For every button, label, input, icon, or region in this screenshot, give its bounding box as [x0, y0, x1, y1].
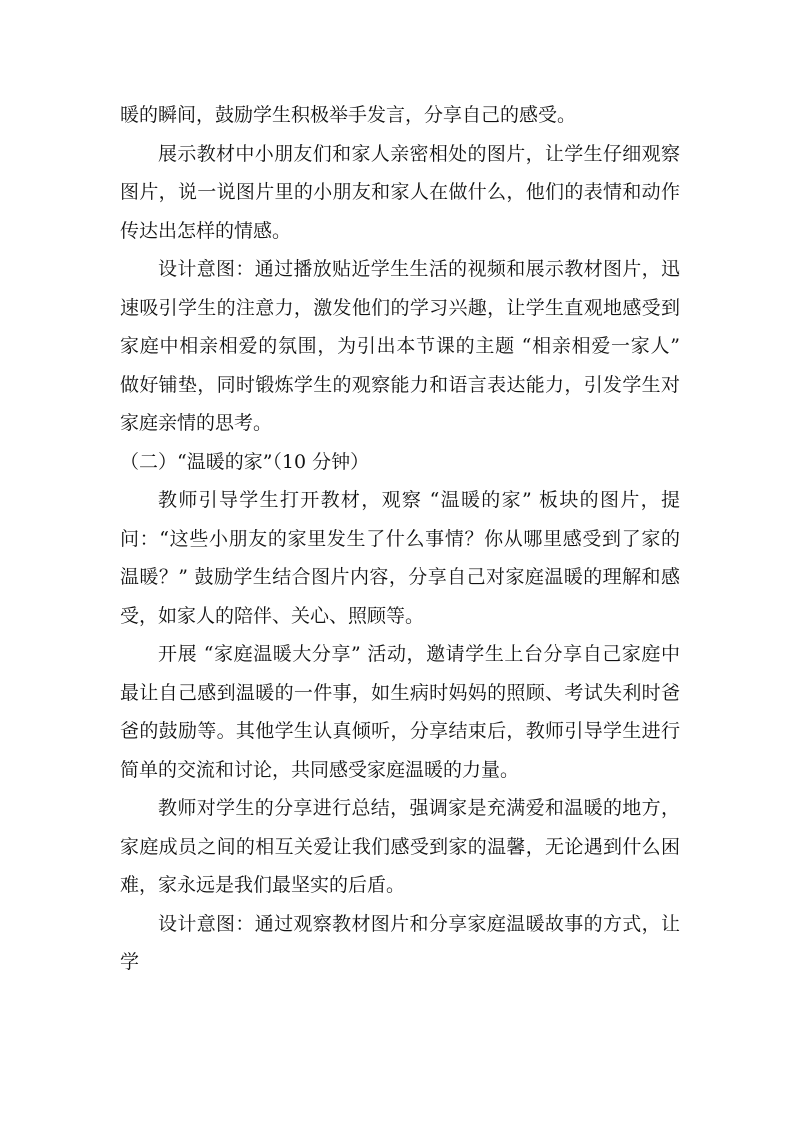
- paragraph-teacher-summary: 教师对学生的分享进行总结，强调家是充满爱和温暖的地方，家庭成员之间的相互关爱让我们感受到家的温馨，无论遇到什么困难，家永远是我们最坚实的后盾。: [120, 797, 680, 896]
- paragraph-continuation: 暖的瞬间，鼓励学生积极举手发言，分享自己的感受。: [120, 104, 577, 126]
- paragraph-design-intent-2: 设计意图：通过观察教材图片和分享家庭温暖故事的方式，让学: [120, 912, 680, 973]
- paragraph-show-pictures: 展示教材中小朋友们和家人亲密相处的图片，让学生仔细观察图片，说一说图片里的小朋友和家人在做什么，他们的表情和动作传达出怎样的情感。: [120, 142, 680, 242]
- paragraph-design-intent-1: 设计意图：通过播放贴近学生生活的视频和展示教材图片，迅速吸引学生的注意力，激发他们的学习兴趣，让学生直观地感受到家庭中相亲相爱的氛围，为引出本节课的主题 “相亲相爱一家人” 做好铺垫，同时锻炼学生的观察能力和语言表达能力，引发学生对家庭亲情的思考。: [120, 258, 680, 434]
- paragraph-teacher-guide: 教师引导学生打开教材，观察 “温暖的家” 板块的图片，提问：“这些小朋友的家里发生了什么事情？你从哪里感受到了家的温暖？” 鼓励学生结合图片内容，分享自己对家庭温暖的理解和感受，如家人的陪伴、关心、照顾等。: [120, 489, 680, 627]
- paragraph-sharing-activity: 开展 “家庭温暖大分享” 活动，邀请学生上台分享自己家庭中最让自己感到温暖的一件事，如生病时妈妈的照顾、考试失利时爸爸的鼓励等。其他学生认真倾听，分享结束后，教师引导学生进行简单的交流和讨论，共同感受家庭温暖的力量。: [120, 643, 680, 781]
- section-heading-warm-home: （二）“温暖的家”（10 分钟）: [120, 450, 370, 473]
- document-body: [120, 96, 680, 982]
